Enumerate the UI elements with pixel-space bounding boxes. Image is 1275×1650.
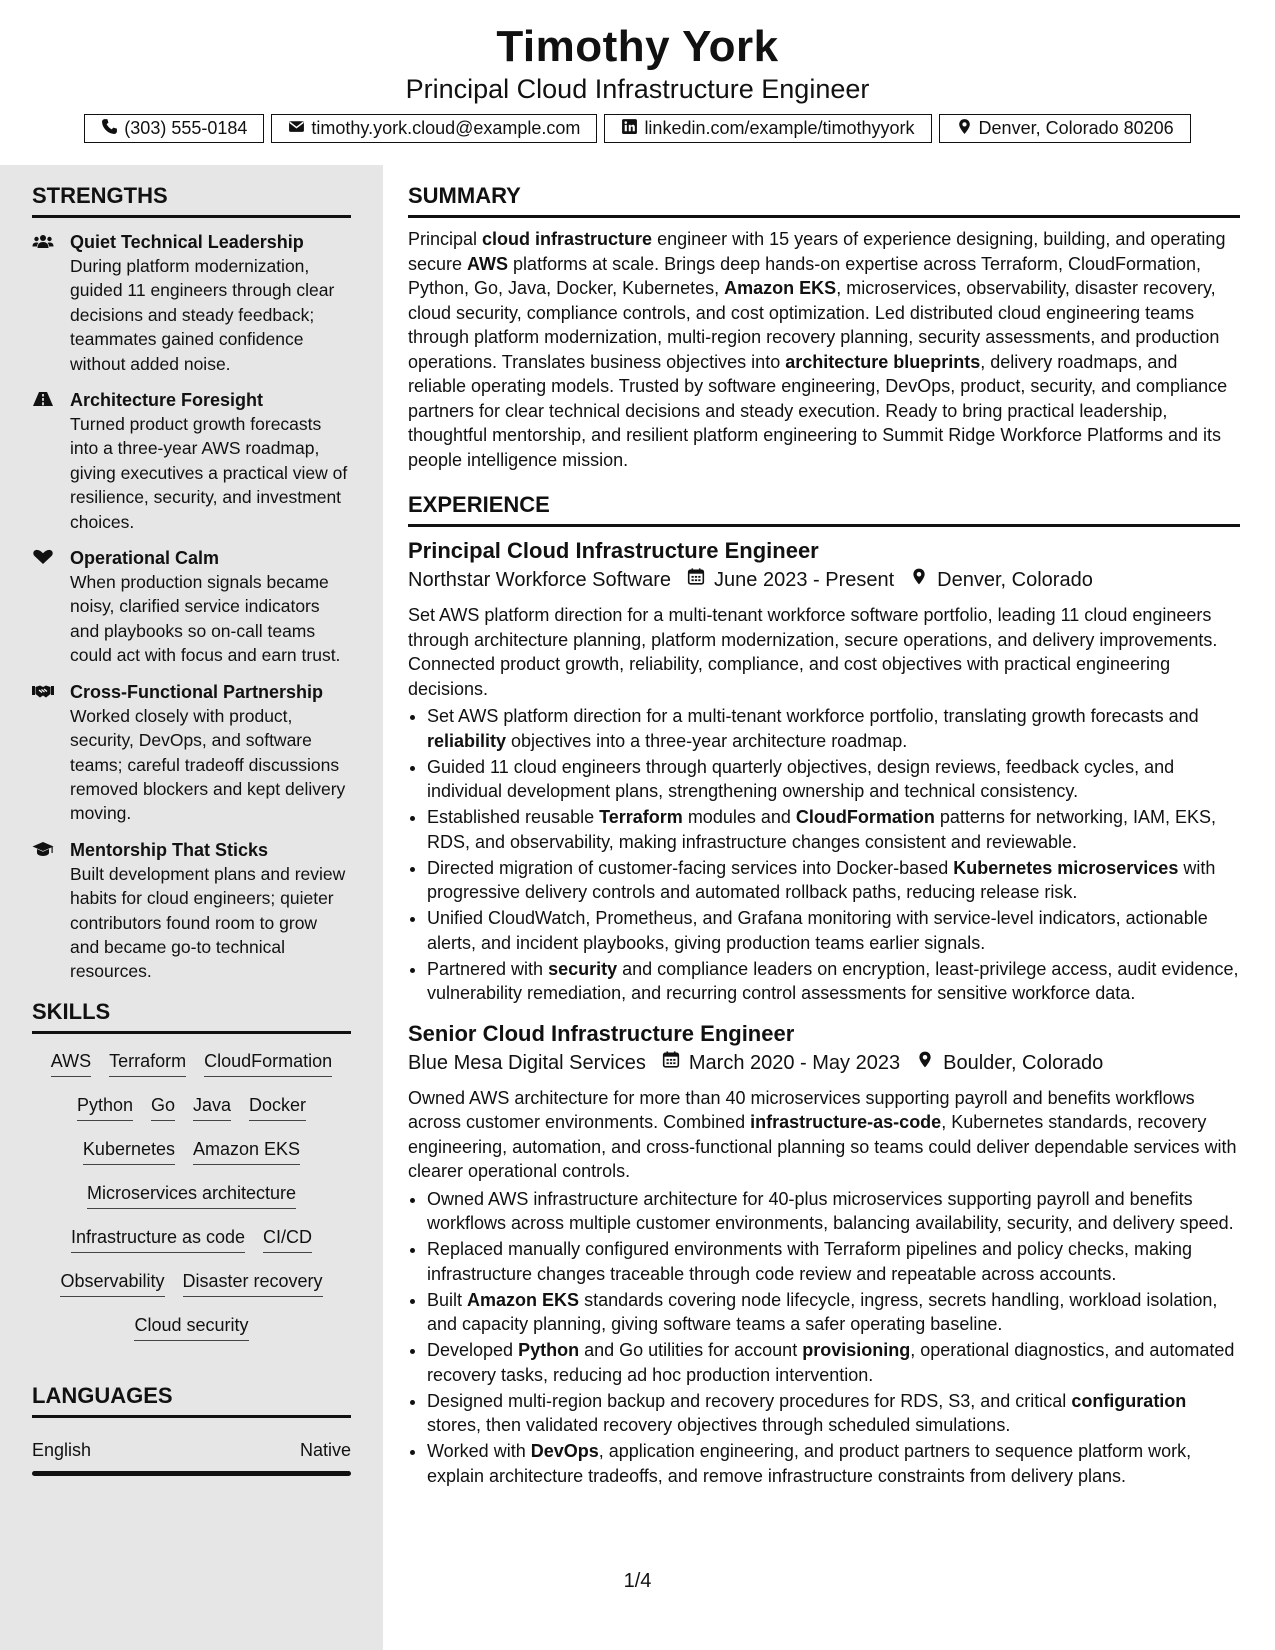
skill-tag: Cloud security	[134, 1314, 248, 1341]
strength-desc: Worked closely with product, security, DevOps, and software teams; careful tradeoff discussions removed blockers and kept delivery moving.	[70, 705, 346, 824]
calendar-icon	[662, 1048, 680, 1078]
text-run: , delivery roadmaps, and reliable operating models. Trusted by software engineering, DevOps, product, security, and compliance partners for clear technical decisions and steady execution. Ready to bring practical leadership, thoughtful mentorship, and resilient platform engineering to Summit Ridge Workforce Platforms and its people intelligence mission.	[408, 351, 1228, 470]
job-title: Principal Cloud Infrastructure Engineer	[408, 538, 819, 563]
job-bullets	[408, 1187, 1240, 1489]
skill-tag: Amazon EKS	[193, 1138, 300, 1165]
text-run: Set AWS platform direction for a multi-tenant workforce portfolio, translating growth forecasts and	[427, 706, 1199, 726]
text-run: Unified CloudWatch, Prometheus, and Grafana monitoring with service-level indicators, actionable alerts, and incident playbooks, giving production teams earlier signals.	[427, 908, 1208, 953]
candidate-name: Timothy York	[496, 22, 779, 71]
text-run: Designed multi-region backup and recovery procedures for RDS, S3, and critical	[427, 1390, 1072, 1411]
strength-title: Architecture Foresight	[70, 390, 264, 411]
strengths-heading: STRENGTHS	[32, 183, 351, 218]
bold-text: cloud infrastructure	[482, 229, 653, 249]
job-entry	[408, 1020, 1240, 1489]
envelope-icon	[288, 118, 305, 140]
skill-tag: Kubernetes	[83, 1138, 175, 1165]
bold-text: CloudFormation	[795, 807, 935, 827]
page-number: 1/4	[623, 1570, 652, 1592]
language-name: English	[32, 1439, 92, 1460]
skill-tag: Disaster recovery	[183, 1270, 323, 1297]
job-meta	[408, 565, 1240, 595]
skill-tag: CloudFormation	[204, 1050, 332, 1077]
text-run: engineer with 15 years of experience designing, building, and operating secure	[408, 229, 1226, 274]
text-run: with progressive delivery controls and automated rollback paths, reducing release risk.	[427, 857, 1216, 902]
heart-icon	[32, 546, 62, 668]
skill-row	[32, 1314, 351, 1341]
text-run: Directed migration of customer-facing services into Docker-based	[427, 857, 954, 878]
job-bullet	[427, 906, 1240, 955]
skill-tag: AWS	[51, 1050, 91, 1077]
text-run: modules and	[682, 807, 796, 827]
text-run: Established reusable	[427, 807, 600, 827]
job-bullet	[427, 856, 1240, 905]
text-run: , Kubernetes standards, recovery engineering, automation, and cross-functional planning so teams could deliver dependable services with clearer operational controls.	[408, 1112, 1237, 1181]
strength-item	[32, 838, 351, 984]
strengths-list	[32, 230, 351, 984]
skill-tag: Docker	[249, 1094, 306, 1121]
bold-text: security	[548, 958, 618, 979]
skill-row	[32, 1270, 351, 1297]
location-text: Denver, Colorado 80206	[978, 118, 1174, 138]
skill-row	[32, 1050, 351, 1077]
job-bullet	[427, 805, 1240, 854]
bold-text: DevOps	[530, 1441, 599, 1461]
bold-text: Kubernetes microservices	[953, 857, 1179, 878]
language-proficiency-bar	[32, 1471, 351, 1476]
contact-location	[939, 114, 1191, 143]
text-run: Guided 11 cloud engineers through quarterly objectives, design reviews, feedback cycles, and individual development plans, strengthening ownership and technical consistency.	[427, 756, 1175, 801]
text-run: platforms at scale. Brings deep hands-on expertise across Terraform, CloudFormation, Python, Go, Java, Docker, Kubernetes,	[408, 253, 1202, 298]
road-icon	[32, 388, 62, 534]
skill-tag: Terraform	[109, 1050, 186, 1077]
skill-tag: Observability	[60, 1270, 164, 1297]
text-run: , application engineering, and product partners to sequence platform work, explain architecture tradeoffs, and remove infrastructure constraints from delivery plans.	[427, 1441, 1192, 1486]
strength-item	[32, 680, 351, 826]
bold-text: architecture blueprints	[785, 351, 981, 372]
bold-text: configuration	[1071, 1390, 1187, 1411]
strength-item	[32, 230, 351, 376]
email-text: timothy.york.cloud@example.com	[311, 118, 581, 138]
job-title: Senior Cloud Infrastructure Engineer	[408, 1020, 795, 1046]
strength-title: Operational Calm	[70, 548, 220, 569]
job-bullet	[427, 1237, 1240, 1286]
skill-tag: Microservices architecture	[87, 1182, 296, 1209]
candidate-title: Principal Cloud Infrastructure Engineer	[405, 74, 870, 104]
contact-phone	[84, 114, 264, 143]
main-content	[408, 165, 1240, 1490]
resume-header	[0, 0, 1275, 165]
job-location: Denver, Colorado	[937, 569, 1093, 591]
phone-icon	[101, 118, 118, 140]
bold-text: infrastructure-as-code	[750, 1112, 942, 1132]
language-row	[32, 1440, 351, 1461]
job-entry	[408, 537, 1240, 1006]
text-run: objectives into a three-year architecture roadmap.	[506, 730, 908, 751]
bold-text: Python	[518, 1340, 580, 1360]
contact-linkedin	[604, 114, 931, 143]
strength-title: Quiet Technical Leadership	[70, 232, 304, 252]
skills-heading: SKILLS	[32, 999, 351, 1034]
strength-desc: Turned product growth forecasts into a three-year AWS roadmap, giving executives a practical view of resilience, security, and investment choices.	[70, 414, 348, 532]
text-run: Principal	[408, 229, 483, 249]
job-bullet	[427, 1288, 1240, 1337]
job-bullet	[427, 1389, 1240, 1438]
skill-tag: Java	[193, 1094, 231, 1121]
strength-item	[32, 388, 351, 534]
strength-desc: When production signals became noisy, clarified service indicators and playbooks so on-call teams could act with focus and earn trust.	[70, 572, 341, 666]
languages-heading: LANGUAGES	[32, 1383, 351, 1418]
sidebar	[0, 165, 383, 1650]
text-run: Built	[427, 1289, 468, 1310]
text-run: Worked with	[427, 1441, 531, 1461]
text-run: Owned AWS infrastructure architecture for 40-plus microservices supporting payroll and benefits workflows across multiple customer environments, balancing availability, security, and delivery speed.	[427, 1188, 1234, 1233]
job-meta	[408, 1048, 1240, 1078]
job-description	[408, 1086, 1240, 1184]
map-pin-icon	[910, 565, 928, 595]
skill-tag: Python	[77, 1094, 133, 1121]
summary-heading: SUMMARY	[408, 183, 1240, 218]
graduation-cap-icon	[32, 838, 62, 984]
skill-row	[32, 1182, 351, 1209]
company-name: Northstar Workforce Software	[408, 569, 672, 591]
users-icon	[32, 230, 62, 376]
strength-title: Cross-Functional Partnership	[70, 681, 324, 702]
strength-item	[32, 546, 351, 668]
text-run: Developed	[427, 1340, 519, 1360]
language-level: Native	[299, 1439, 351, 1460]
experience-heading: EXPERIENCE	[408, 492, 1240, 527]
bold-text: Terraform	[599, 807, 683, 827]
skill-tag: CI/CD	[263, 1226, 312, 1253]
skills-list	[32, 1050, 351, 1341]
text-run: patterns for networking, IAM, EKS, RDS, and observability, making infrastructure changes consistent and reviewable.	[427, 807, 1216, 852]
bold-text: AWS	[467, 253, 509, 274]
job-location: Boulder, Colorado	[943, 1051, 1104, 1074]
bold-text: Amazon EKS	[467, 1289, 580, 1310]
job-description: Set AWS platform direction for a multi-tenant workforce software portfolio, leading 11 cloud engineers through architecture planning, platform modernization, secure operations, and delivery improvements. Connected product growth, reliability, compliance, and cost objectives with practical engineering decisions.	[408, 605, 1218, 699]
job-bullet	[427, 1439, 1240, 1488]
contact-bar	[0, 114, 1275, 143]
job-bullet	[427, 1338, 1240, 1387]
bold-text: reliability	[427, 730, 507, 751]
job-dates: March 2020 - May 2023	[688, 1051, 901, 1074]
map-pin-icon	[956, 118, 973, 140]
contact-email	[271, 114, 597, 143]
text-run: standards covering node lifecycle, ingress, secrets handling, workload isolation, and capacity planning, giving software teams a safer operating baseline.	[427, 1289, 1218, 1334]
text-run: stores, then validated recovery objectives through scheduled simulations.	[427, 1415, 1011, 1435]
summary-text	[408, 227, 1240, 472]
strength-title: Mentorship That Sticks	[70, 839, 269, 860]
skill-row	[32, 1226, 351, 1253]
job-bullets	[408, 704, 1240, 1006]
bold-text: provisioning	[802, 1340, 911, 1360]
text-run: , microservices, observability, disaster recovery, cloud security, compliance controls, and cost optimization. Led distributed cloud engineering teams through platform modernization, multi-region recovery planning, security assessments, and production operations. Translates business objectives into	[408, 278, 1220, 372]
phone-text: (303) 555-0184	[124, 118, 248, 138]
calendar-icon	[687, 565, 705, 595]
job-bullet	[427, 704, 1240, 753]
job-bullet	[427, 755, 1240, 804]
text-run: Partnered with	[427, 958, 549, 979]
job-bullet	[427, 1187, 1240, 1236]
skill-tag: Go	[151, 1094, 175, 1121]
map-pin-icon	[916, 1048, 934, 1078]
text-run: and compliance leaders on encryption, least-privilege access, audit evidence, vulnerability remediation, and recurring control assessments for sensitive workforce data.	[427, 958, 1239, 1003]
job-dates: June 2023 - Present	[714, 569, 895, 591]
bold-text: Amazon EKS	[724, 278, 837, 298]
skill-row	[32, 1138, 351, 1165]
job-bullet	[427, 957, 1240, 1006]
text-run: Owned AWS architecture for more than 40 microservices supporting payroll and benefits workflows across customer environments. Combined	[408, 1087, 1195, 1132]
text-run: Replaced manually configured environments with Terraform pipelines and policy checks, making infrastructure changes traceable through code review and repeatable across accounts.	[427, 1239, 1193, 1284]
strength-desc: During platform modernization, guided 11 engineers through clear decisions and steady feedback; teammates gained confidence without added noise.	[70, 256, 335, 374]
text-run: and Go utilities for account	[579, 1340, 803, 1360]
skill-tag: Infrastructure as code	[71, 1226, 245, 1253]
company-name: Blue Mesa Digital Services	[408, 1051, 646, 1074]
handshake-icon	[32, 680, 62, 826]
text-run: , operational diagnostics, and automated recovery tasks, reducing ad hoc production intervention.	[427, 1340, 1235, 1385]
skill-row	[32, 1094, 351, 1121]
linkedin-text: linkedin.com/example/timothyyork	[644, 118, 915, 138]
strength-desc: Built development plans and review habits for cloud engineers; quieter contributors found room to grow and became go-to technical resources.	[70, 863, 346, 982]
linkedin-icon	[621, 118, 638, 140]
